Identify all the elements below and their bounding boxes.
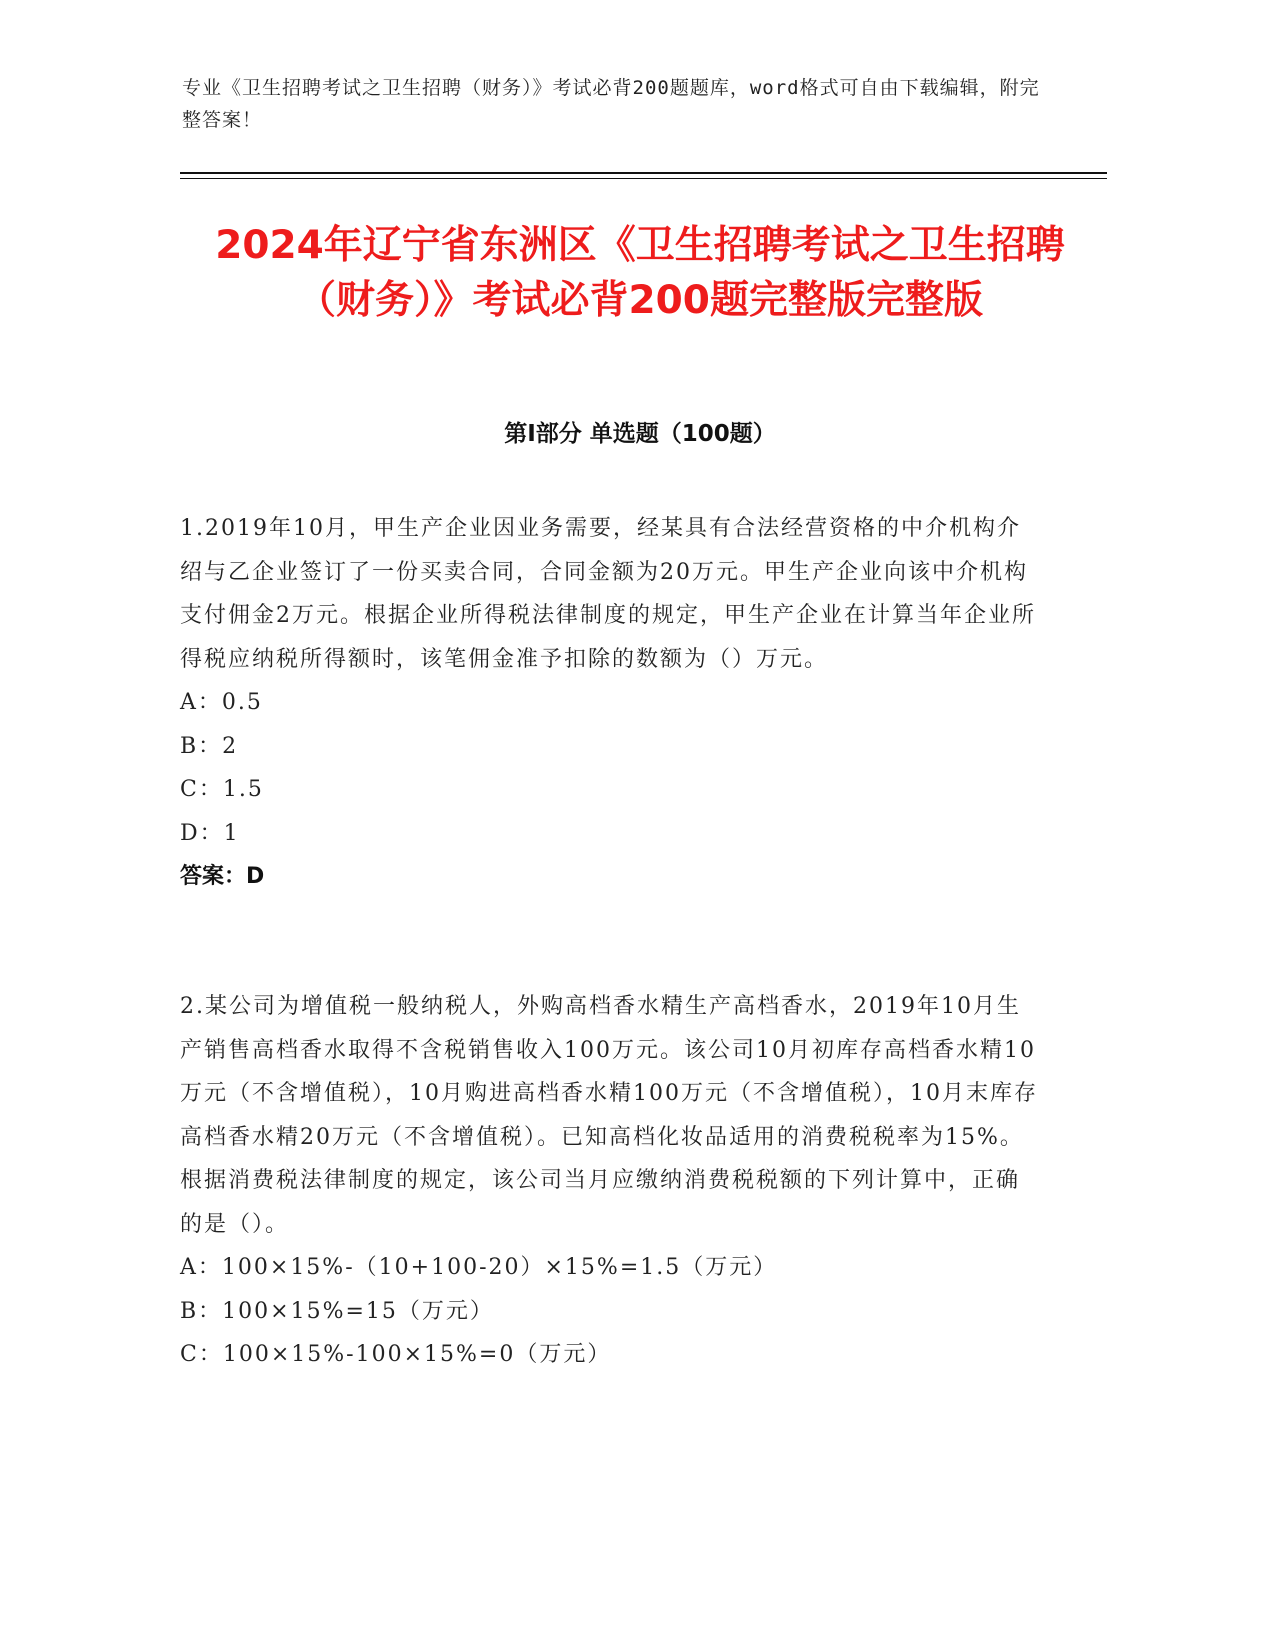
header-note: 专业《卫生招聘考试之卫生招聘（财务）》考试必背200题题库，word格式可自由下载编辑，附完整答案！ [182, 77, 1040, 131]
option-d: D：1 [180, 820, 240, 846]
header-rule-thick [180, 172, 1107, 174]
option-a: A：0.5 [180, 690, 263, 715]
question-1 [180, 507, 1038, 899]
question-text: 2.某公司为增值税一般纳税人，外购高档香水精生产高档香水，2019年10月生产销售高档香水取得不含税销售收入100万元。该公司10月初库存高档香水精10万元（不含增值税），10月购进高档香水精100万元（不含增值税），10月末库存高档香水精20万元（不含增值税）。已知高档化妆品适用的消费税税率为15%。根据消费税法律制度的规定，该公司当月应缴纳消费税税额的下列计算中，正确的是（）。 [180, 994, 1038, 1237]
answer-line: 答案：D [180, 864, 265, 889]
section-title: 第Ⅰ部分 单选题（100题） [504, 421, 776, 447]
option-b: B：100×15%=15（万元） [180, 1298, 494, 1324]
question-text: 1.2019年10月，甲生产企业因业务需要，经某具有合法经营资格的中介机构介绍与乙企业签订了一份买卖合同，合同金额为20万元。甲生产企业向该中介机构支付佣金2万元。根据企业所得税法律制度的规定，甲生产企业在计算当年企业所得税应纳税所得额时，该笔佣金准予扣除的数额为（）万元。 [180, 516, 1036, 672]
option-c: C：100×15%-100×15%=0（万元） [180, 1342, 612, 1367]
header-rule-thin [180, 178, 1107, 179]
option-c: C：1.5 [180, 777, 264, 802]
question-2 [180, 985, 1038, 1377]
option-b: B：2 [180, 733, 239, 759]
document-title: 2024年辽宁省东洲区《卫生招聘考试之卫生招聘（财务）》考试必背200题完整版完整版 [215, 223, 1065, 323]
option-a: A：100×15%-（10+100-20）×15%=1.5（万元） [180, 1255, 778, 1280]
